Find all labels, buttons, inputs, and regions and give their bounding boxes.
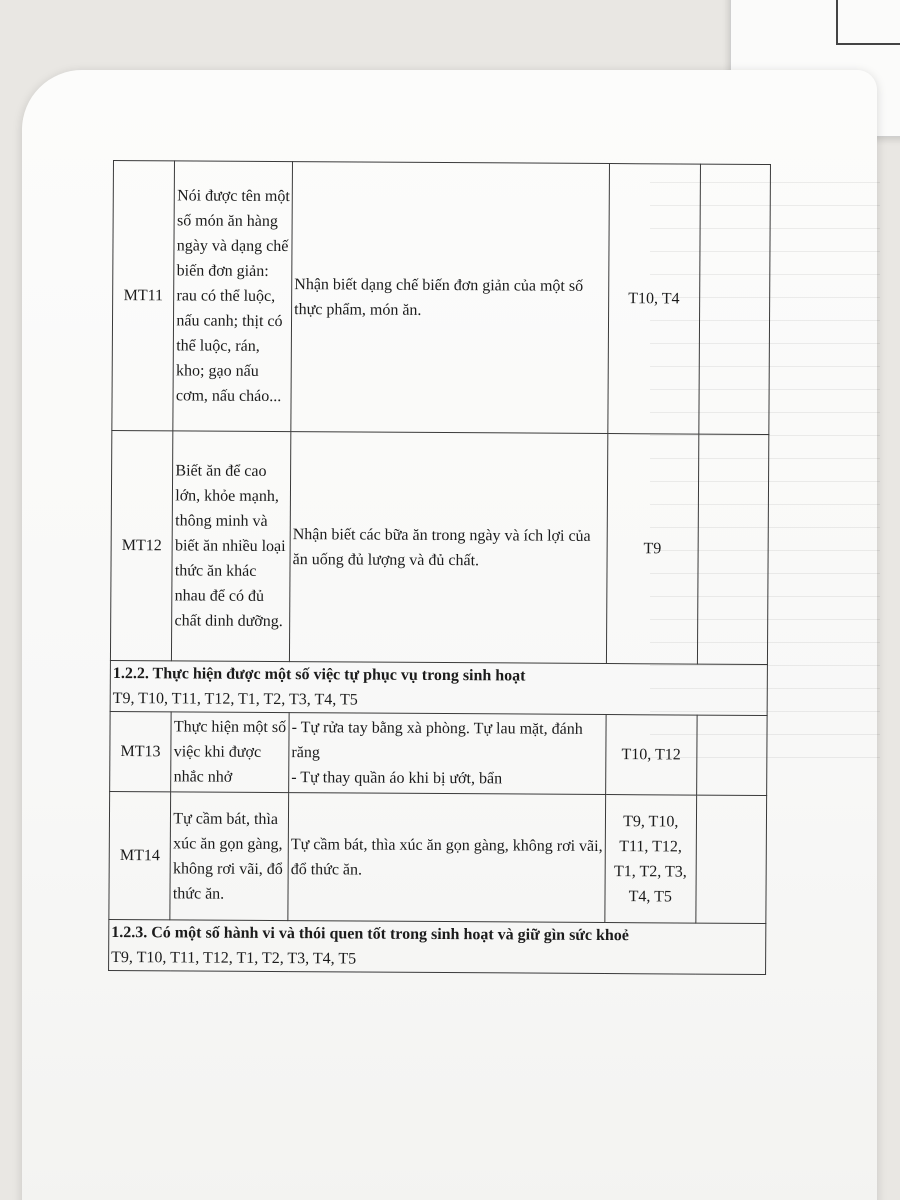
goal-code: MT12	[110, 430, 173, 660]
table-row-mt11	[112, 161, 771, 435]
goal-description: Thực hiện một số việc khi được nhắc nhở	[171, 712, 289, 793]
content-line: Nhận biết các bữa ăn trong ngày và ích lợi của ăn uống đủ lượng và đủ chất.	[292, 525, 591, 569]
months-cell: T10, T4	[608, 164, 700, 435]
goal-description: Biết ăn để cao lớn, khỏe mạnh, thông minh và biết ăn nhiều loại thức ăn khác nhau để có đủ chất dinh dưỡng.	[172, 431, 291, 662]
goal-description: Nói được tên một số món ăn hàng ngày và dạng chế biến đơn giản: rau có thể luộc, nấu canh; thịt có thể luộc, rán, kho; gạo nấu cơm, nấu cháo...	[173, 161, 292, 432]
goal-code: MT13	[110, 711, 172, 791]
section-title: 1.2.2. Thực hiện được một số việc tự phục vụ trong sinh hoạt	[112, 665, 526, 685]
months-cell: T9	[606, 434, 698, 665]
section-header	[110, 660, 767, 715]
table-row-mt13	[110, 711, 767, 795]
goal-code: MT14	[109, 791, 171, 919]
table-row-mt14	[109, 791, 767, 923]
goal-code: MT11	[112, 161, 175, 431]
content-line: - Tự thay quần áo khi bị ướt, bẩn	[291, 769, 503, 788]
content-line: - Tự rửa tay bằng xà phòng. Tự lau mặt, đánh răng	[291, 719, 583, 762]
section-header	[109, 919, 766, 974]
section-months: T9, T10, T11, T12, T1, T2, T3, T4, T5	[112, 690, 358, 709]
section-row-1-2-3	[109, 919, 766, 974]
content-cell	[288, 793, 606, 923]
content-cell	[291, 162, 610, 434]
section-title: 1.2.3. Có một số hành vi và thói quen tốt trong sinh hoạt và giữ gìn sức khoẻ	[111, 924, 629, 945]
section-row-1-2-2	[110, 660, 767, 715]
section-months: T9, T10, T11, T12, T1, T2, T3, T4, T5	[111, 949, 357, 968]
empty-cell	[697, 434, 769, 664]
empty-cell	[695, 795, 766, 923]
content-line: Nhận biết dạng chế biến đơn giản của một số thực phẩm, món ăn.	[294, 275, 584, 319]
table-row-mt12	[110, 430, 768, 664]
content-cell	[290, 432, 608, 664]
goal-description: Tự cầm bát, thìa xúc ăn gọn gàng, không rơi vãi, đổ thức ăn.	[170, 792, 288, 921]
empty-cell	[696, 715, 767, 795]
content-line: Tự cầm bát, thìa xúc ăn gọn gàng, không rơi vãi, đổ thức ăn.	[290, 835, 603, 879]
background-sheet-box	[836, 0, 900, 45]
content-cell	[289, 713, 606, 795]
months-cell: T9, T10, T11, T12, T1, T2, T3, T4, T5	[605, 795, 696, 924]
empty-cell	[698, 164, 770, 434]
curriculum-table	[108, 160, 771, 975]
months-cell: T10, T12	[606, 715, 697, 796]
